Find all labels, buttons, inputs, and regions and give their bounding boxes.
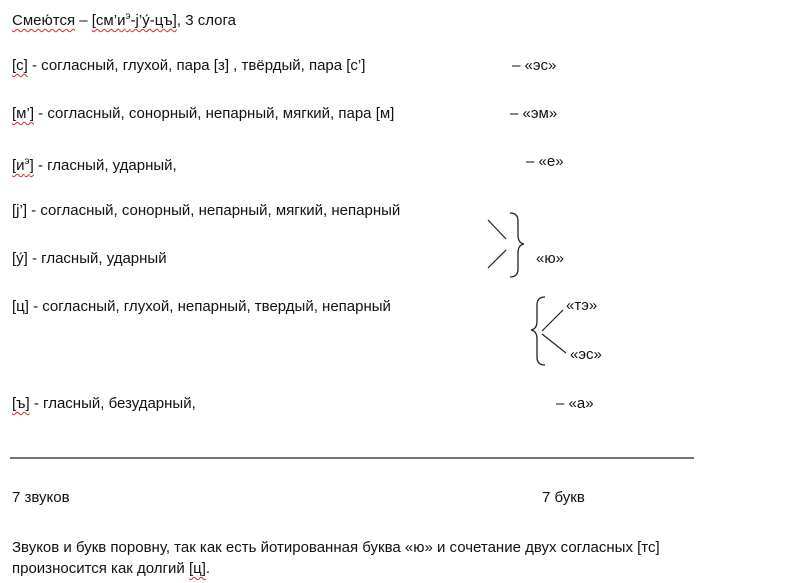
row-s-letter: – «эс» bbox=[512, 57, 557, 74]
row-hard-desc: - гласный, безударный, bbox=[29, 395, 196, 412]
row-u-sound: [у́] bbox=[12, 250, 28, 267]
title-word: Смею́тся bbox=[12, 12, 76, 29]
te-letter: «тэ» bbox=[566, 297, 598, 314]
conclusion-line-2 bbox=[12, 560, 210, 578]
yu-brace bbox=[510, 213, 524, 277]
conclusion-ts: [ц] bbox=[188, 560, 206, 577]
letters-count: 7 букв bbox=[542, 489, 585, 506]
row-i-sound-sup: э bbox=[24, 156, 30, 167]
conclusion-line-2-suffix: . bbox=[205, 560, 211, 577]
title-syllables: , 3 слога bbox=[176, 12, 236, 29]
transcription-sup: э bbox=[125, 11, 131, 22]
row-j-desc: - согласный, сонорный, непарный, мягкий, непарный bbox=[27, 202, 401, 219]
es-letter: «эс» bbox=[570, 346, 602, 363]
row-m-letter: – «эм» bbox=[510, 105, 558, 122]
row-m-sound: [м’] bbox=[12, 105, 34, 122]
row-u-desc: - гласный, ударный bbox=[27, 250, 167, 267]
row-j-sound: [j’] bbox=[12, 202, 27, 219]
row-i-sound-base: [и bbox=[12, 157, 25, 174]
row-hard-sound: [ъ] bbox=[12, 395, 30, 412]
conclusion-line-2-prefix: произносится как долгий bbox=[12, 560, 189, 577]
title-dash: – bbox=[75, 12, 92, 29]
yu-letter: «ю» bbox=[536, 250, 564, 267]
ts-brace bbox=[531, 297, 545, 365]
yu-pointer-upper bbox=[488, 220, 506, 239]
te-pointer bbox=[542, 310, 563, 331]
conclusion-line-1: Звуков и букв поровну, так как есть йотированная буква «ю» и сочетание двух согласных [тс] bbox=[12, 539, 660, 556]
es-pointer bbox=[542, 334, 566, 353]
yu-pointer-lower bbox=[488, 250, 506, 268]
row-s-desc: - согласный, глухой, пара [з] , твёрдый, пара [с’] bbox=[27, 57, 366, 74]
row-i-sound-end: ] bbox=[29, 157, 34, 174]
transcription-part-2: -j’у́-цъ] bbox=[130, 12, 177, 29]
row-ts-sound: [ц] bbox=[12, 298, 29, 315]
row-hard-letter: – «а» bbox=[556, 395, 594, 412]
row-ts-desc: - согласный, глухой, непарный, твердый, непарный bbox=[28, 298, 391, 315]
row-i-desc: - гласный, ударный, bbox=[33, 157, 177, 174]
row-i-letter: – «е» bbox=[526, 153, 564, 170]
row-m-desc: - согласный, сонорный, непарный, мягкий, пара [м] bbox=[33, 105, 395, 122]
sounds-count: 7 звуков bbox=[12, 489, 70, 506]
transcription-part-1: [см’и bbox=[91, 12, 126, 29]
row-s-sound: [с] bbox=[12, 57, 28, 74]
